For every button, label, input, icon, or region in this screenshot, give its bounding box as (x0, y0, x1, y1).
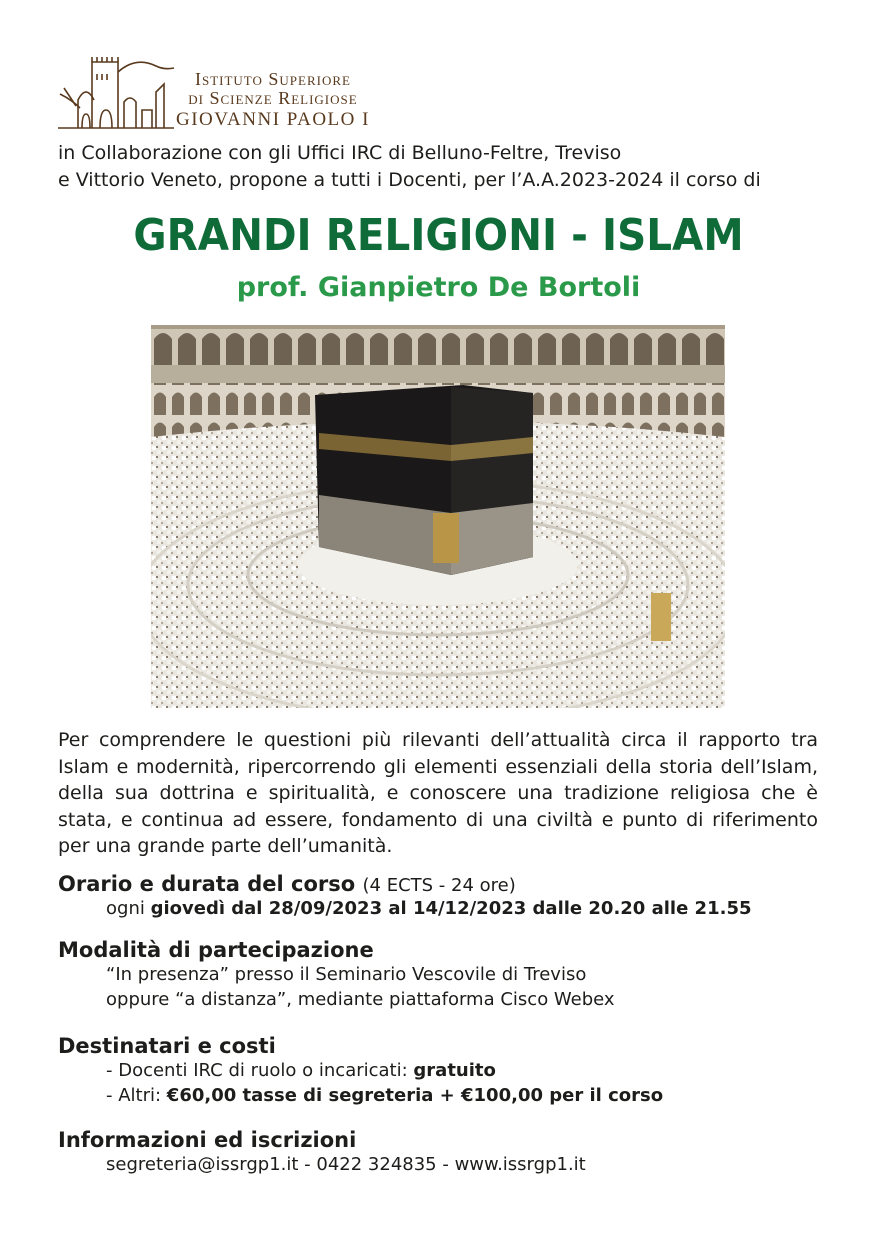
schedule-note: (4 ECTS - 24 ore) (362, 875, 516, 896)
info-section (58, 1128, 838, 1177)
institute-name-line1: Istituto Superiore (194, 69, 351, 89)
mode-section (58, 938, 838, 1012)
mode-line2: oppure “a distanza”, mediante piattaforma Cisco Webex (106, 989, 615, 1010)
institute-name-line2: di Scienze Religiose (188, 87, 358, 108)
intro-line1: in Collaborazione con gli Uffici IRC di Belluno-Feltre, Treviso (58, 142, 622, 164)
institute-emblem-icon (56, 54, 176, 134)
institute-name (176, 70, 370, 130)
costs-line2-prefix: - Altri: (106, 1085, 162, 1106)
info-contacts: segreteria@issrgp1.it - 0422 324835 - www.issrgp1.it (106, 1154, 586, 1175)
costs-line2-value: €60,00 tasse di segreteria + €100,00 per il corso (166, 1085, 664, 1106)
info-heading: Informazioni ed iscrizioni (58, 1128, 357, 1152)
mode-heading: Modalità di partecipazione (58, 938, 374, 962)
course-title: GRANDI RELIGIONI - ISLAM (133, 210, 744, 261)
institute-name-line3: GIOVANNI PAOLO I (176, 108, 370, 130)
institute-logo (56, 54, 386, 136)
costs-line1-value: gratuito (413, 1060, 496, 1081)
schedule-prefix: ogni (106, 898, 145, 919)
mode-line1: “In presenza” presso il Seminario Vescovile di Treviso (106, 964, 587, 985)
schedule-detail: giovedì dal 28/09/2023 al 14/12/2023 dalle 20.20 alle 21.55 (150, 898, 752, 919)
costs-line1-prefix: - Docenti IRC di ruolo o incaricati: (106, 1060, 408, 1081)
intro-line2: e Vittorio Veneto, propone a tutti i Docenti, per l’A.A.2023-2024 il corso di (58, 169, 761, 191)
schedule-section (58, 872, 838, 921)
kaaba-photo (151, 325, 725, 708)
course-description: Per comprendere le questioni più rilevanti dell’attualità circa il rapporto tra Islam e modernità, ripercorrendo gli elementi essenziali della storia dell’Islam, della sua dottrina e spiritualità, e conoscere una tradizione religiosa che è stata, e continua ad essere, fondamento di una civiltà e punto di riferimento per una grande parte dell’umanità. (58, 729, 818, 857)
schedule-heading: Orario e durata del corso (58, 872, 356, 896)
costs-section (58, 1034, 838, 1108)
course-teacher: prof. Gianpietro De Bortoli (236, 272, 641, 303)
intro-text (58, 140, 838, 194)
costs-heading: Destinatari e costi (58, 1034, 276, 1058)
